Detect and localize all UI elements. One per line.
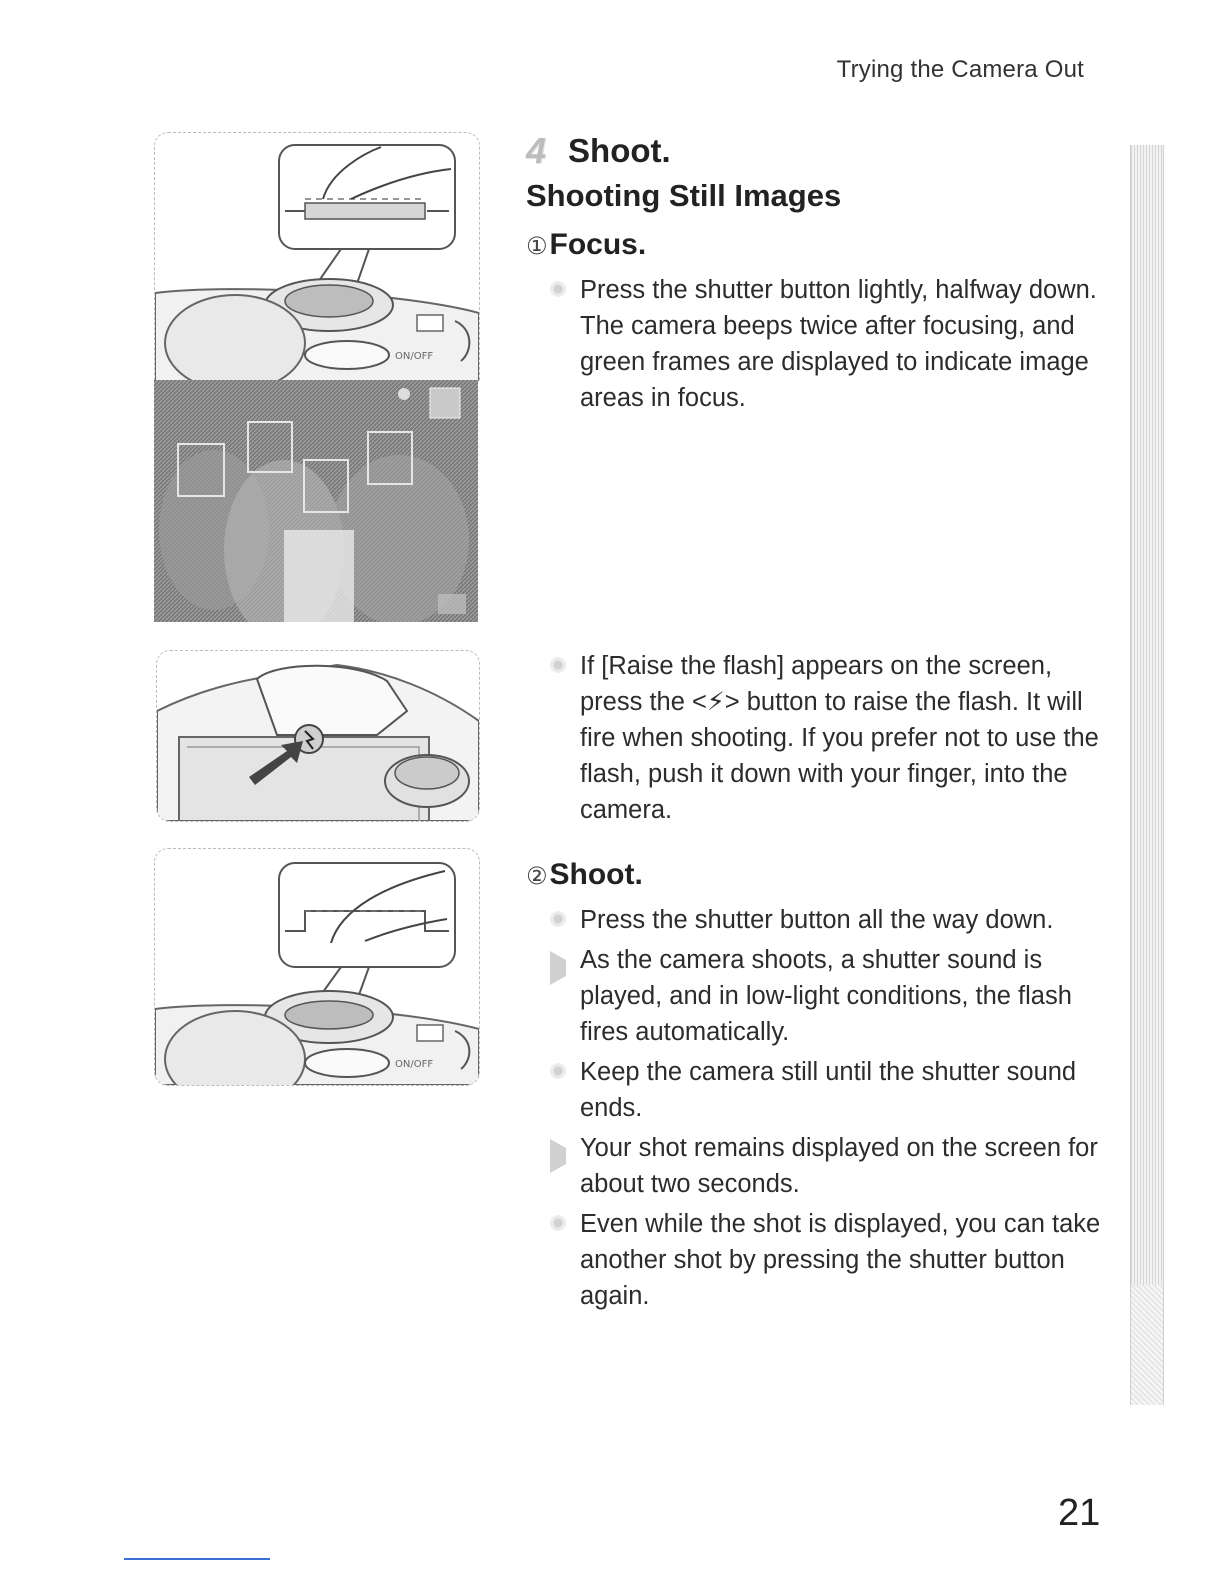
power-label: ON/OFF	[395, 1059, 434, 1070]
list-item-text: If [Raise the flash] appears on the screen, press the <⚡> button to raise the flash. It will fire when shooting. If you prefer not to use the flash, push it down with your finger, into the camera.	[580, 652, 1099, 824]
flash-instructions	[548, 648, 1108, 832]
section-title: Shooting Still Images	[526, 178, 842, 213]
result-arrow-icon	[550, 951, 582, 985]
shoot-title: Shoot.	[549, 858, 643, 891]
lcd-focus-frames-illustration	[154, 380, 478, 622]
list-item-text: Press the shutter button lightly, halfway down. The camera beeps twice after focusing, and green frames are displayed to indicate image areas in focus.	[580, 276, 1097, 412]
list-item-text: Your shot remains displayed on the screen for about two seconds.	[580, 1134, 1098, 1198]
list-item	[548, 1054, 1108, 1126]
side-tab-fade	[1131, 1285, 1163, 1405]
list-item-text: Press the shutter button all the way down.	[580, 906, 1054, 934]
power-label: ON/OFF	[395, 351, 434, 362]
full-press-illustration	[154, 848, 480, 1086]
focus-title: Focus.	[549, 228, 647, 261]
flash-button-illustration	[156, 650, 480, 822]
bullet-dot-icon	[550, 1215, 566, 1231]
focus-instructions	[548, 272, 1108, 420]
step-number: 4	[526, 130, 547, 171]
step-heading	[526, 130, 671, 172]
page-number: 21	[1058, 1492, 1101, 1534]
list-item-text: Even while the shot is displayed, you can take another shot by pressing the shutter button again.	[580, 1210, 1101, 1310]
list-item	[548, 902, 1108, 938]
bullet-dot-icon	[550, 281, 566, 297]
bullet-dot-icon	[550, 911, 566, 927]
list-item	[548, 1130, 1108, 1202]
running-header: Trying the Camera Out	[836, 56, 1084, 83]
list-item	[548, 942, 1108, 1050]
list-item	[548, 1206, 1108, 1314]
list-item-text: As the camera shoots, a shutter sound is played, and in low-light conditions, the flash fires automatically.	[580, 946, 1072, 1046]
list-item	[548, 648, 1108, 828]
step-title: Shoot.	[568, 132, 671, 169]
bullet-dot-icon	[550, 657, 566, 673]
result-arrow-icon	[550, 1139, 582, 1173]
list-item	[548, 272, 1108, 416]
shoot-subheading	[526, 858, 643, 892]
focus-marker: ①	[526, 233, 548, 260]
shoot-instructions	[548, 902, 1108, 1318]
focus-subheading	[526, 228, 646, 262]
footer-rule	[124, 1558, 270, 1560]
list-item-text: Keep the camera still until the shutter sound ends.	[580, 1058, 1077, 1122]
shoot-marker: ②	[526, 863, 548, 890]
bullet-dot-icon	[550, 1063, 566, 1079]
half-press-illustration	[154, 132, 480, 381]
chapter-side-tab	[1130, 145, 1164, 1405]
